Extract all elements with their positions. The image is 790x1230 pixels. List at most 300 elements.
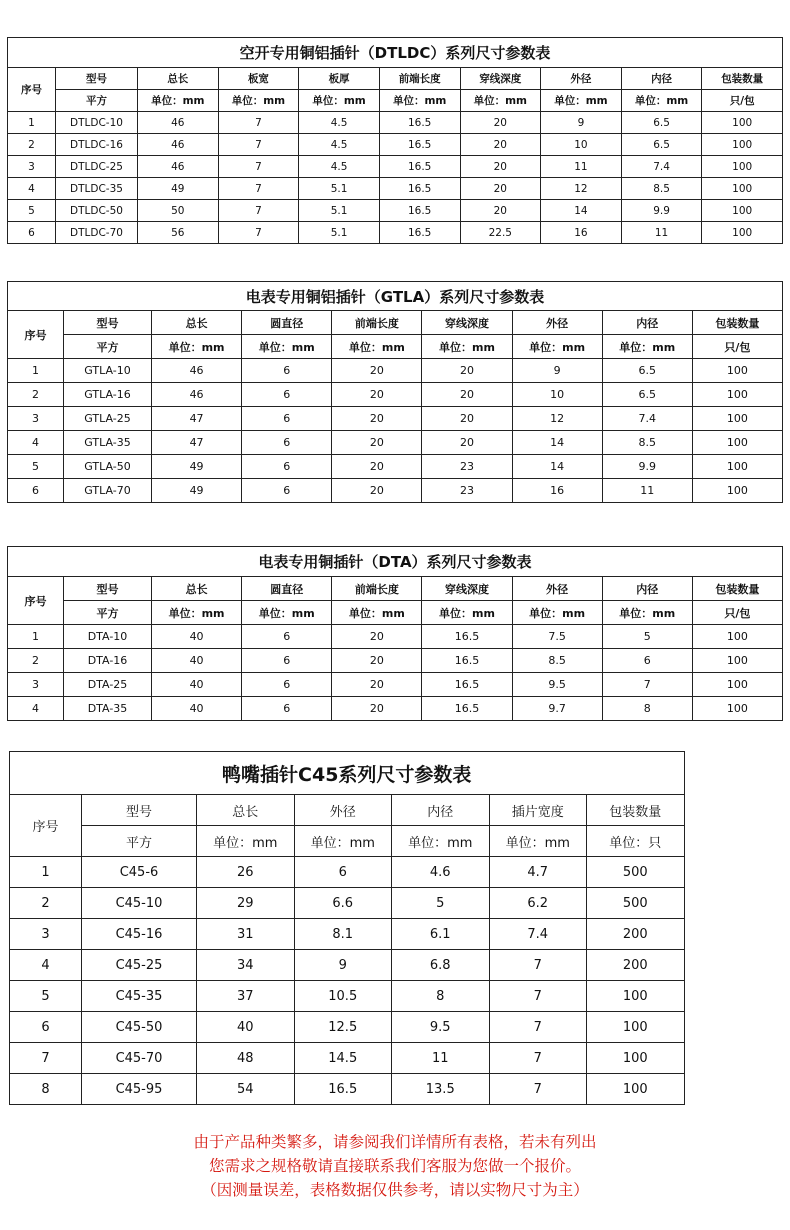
table-cell: 1: [8, 359, 64, 383]
column-header: 外径: [541, 68, 622, 90]
unit-header: 单位：只: [587, 826, 685, 857]
table-row: [10, 1074, 782, 1105]
table-cell: 20: [332, 625, 422, 649]
table-cell: 31: [197, 919, 295, 950]
column-header: 型号: [64, 577, 152, 601]
unit-header: 单位：mm: [294, 826, 392, 857]
table-cell: 34: [197, 950, 295, 981]
table-row: [8, 178, 783, 200]
column-header: 外径: [512, 577, 602, 601]
table-row: [8, 625, 783, 649]
table-cell: 100: [702, 222, 783, 244]
table-cell: 20: [332, 697, 422, 721]
table-cell: 49: [152, 479, 242, 503]
table-cell: 9.7: [512, 697, 602, 721]
table-cell: 20: [422, 407, 512, 431]
unit-header: 单位：mm: [460, 90, 541, 112]
table-row: [8, 407, 783, 431]
table-title: 电表专用铜插针（DTA）系列尺寸参数表: [8, 547, 783, 577]
table-cell: 49: [138, 178, 219, 200]
table-cell: 16.5: [379, 134, 460, 156]
table-cell: 2: [8, 134, 56, 156]
table-cell: 14: [512, 455, 602, 479]
table-cell: 6: [242, 479, 332, 503]
table-cell: 20: [332, 383, 422, 407]
unit-header: 平方: [64, 335, 152, 359]
unit-header: 单位：mm: [621, 90, 702, 112]
table-cell: C45-10: [82, 888, 197, 919]
table-cell: 4.5: [299, 112, 380, 134]
column-header: 外径: [512, 311, 602, 335]
table-cell: 22.5: [460, 222, 541, 244]
table-cell: 500: [587, 888, 685, 919]
table-cell: 6: [242, 383, 332, 407]
table-cell: 6: [602, 649, 692, 673]
table-cell: 40: [152, 673, 242, 697]
table-cell: 13.5: [392, 1074, 490, 1105]
table-cell: 47: [152, 431, 242, 455]
table-cell: 8.5: [602, 431, 692, 455]
table-cell: 6: [242, 431, 332, 455]
table-cell: 46: [138, 156, 219, 178]
table-cell: GTLA-50: [64, 455, 152, 479]
table-cell: 100: [692, 359, 782, 383]
column-header: 板宽: [218, 68, 299, 90]
table-cell: 20: [460, 200, 541, 222]
table-row: [8, 156, 783, 178]
column-header: 圆直径: [242, 311, 332, 335]
table-cell: 2: [8, 649, 64, 673]
table-cell: 26: [197, 857, 295, 888]
table-cell: 100: [702, 200, 783, 222]
table-row: [8, 431, 783, 455]
table-cell: 20: [460, 134, 541, 156]
table-cell: 14: [541, 200, 622, 222]
table-cell: 12: [541, 178, 622, 200]
table-cell: 11: [392, 1043, 490, 1074]
table-cell: C45-50: [82, 1012, 197, 1043]
column-header: 总长: [152, 311, 242, 335]
table-cell: 4: [8, 697, 64, 721]
column-header: 型号: [56, 68, 138, 90]
table-cell: 6: [8, 222, 56, 244]
unit-header: 单位：mm: [512, 335, 602, 359]
unit-header: 平方: [56, 90, 138, 112]
table-cell: 7: [489, 1074, 587, 1105]
table-cell: 9: [294, 950, 392, 981]
table-cell: 46: [152, 383, 242, 407]
table-cell: 16.5: [422, 697, 512, 721]
table-cell: DTA-16: [64, 649, 152, 673]
table-row: [8, 134, 783, 156]
c45-spec-table: [9, 751, 782, 1105]
unit-header: 单位：mm: [512, 601, 602, 625]
column-header: 穿线深度: [422, 311, 512, 335]
table-cell: 47: [152, 407, 242, 431]
table-cell: 20: [422, 431, 512, 455]
table-cell: 46: [152, 359, 242, 383]
table-cell: 20: [332, 479, 422, 503]
table-cell: 7.4: [489, 919, 587, 950]
table-cell: 49: [152, 455, 242, 479]
table-cell: 6: [242, 649, 332, 673]
table-cell: 20: [460, 112, 541, 134]
table-cell: 9.9: [621, 200, 702, 222]
table-cell: 20: [332, 407, 422, 431]
table-cell: 4.5: [299, 156, 380, 178]
table-cell: 6.5: [621, 134, 702, 156]
table-cell: 48: [197, 1043, 295, 1074]
table-cell: 100: [692, 479, 782, 503]
table-cell: 100: [702, 134, 783, 156]
table-cell: 3: [8, 156, 56, 178]
table-row: [10, 857, 782, 888]
column-header: 总长: [197, 795, 295, 826]
column-header: 包装数量: [587, 795, 685, 826]
table-cell: 6: [8, 479, 64, 503]
table-cell: C45-95: [82, 1074, 197, 1105]
table-title: 空开专用铜铝插针（DTLDC）系列尺寸参数表: [8, 38, 783, 68]
table-cell: C45-25: [82, 950, 197, 981]
unit-header: 单位：mm: [602, 601, 692, 625]
column-header: 前端长度: [332, 311, 422, 335]
table-row: [8, 455, 783, 479]
table-cell: 12.5: [294, 1012, 392, 1043]
table-cell: 6.5: [602, 359, 692, 383]
table-cell: 4.7: [489, 857, 587, 888]
table-cell: 6: [242, 407, 332, 431]
table-cell: 2: [8, 383, 64, 407]
table-cell: 11: [541, 156, 622, 178]
table-cell: DTA-35: [64, 697, 152, 721]
unit-header: 平方: [82, 826, 197, 857]
table-cell: 6.5: [621, 112, 702, 134]
table-cell: 6: [242, 625, 332, 649]
unit-header: 单位：mm: [242, 335, 332, 359]
table-cell: GTLA-25: [64, 407, 152, 431]
table-cell: GTLA-10: [64, 359, 152, 383]
table-cell: 2: [10, 888, 82, 919]
notice-text: [0, 1130, 790, 1202]
notice-line: 由于产品种类繁多，请参阅我们详情所有表格，若未有列出: [193, 1133, 597, 1151]
table-cell: 100: [692, 431, 782, 455]
unit-header: 单位：mm: [422, 601, 512, 625]
table-cell: 16: [512, 479, 602, 503]
dtldc-spec-table: [7, 37, 783, 244]
table-cell: 7: [602, 673, 692, 697]
table-cell: DTLDC-35: [56, 178, 138, 200]
unit-header: 单位：mm: [242, 601, 332, 625]
table-cell: GTLA-70: [64, 479, 152, 503]
table-cell: 20: [422, 359, 512, 383]
table-cell: 14.5: [294, 1043, 392, 1074]
table-cell: 100: [692, 407, 782, 431]
notice-line: （因测量误差，表格数据仅供参考，请以实物尺寸为主）: [201, 1181, 589, 1199]
table-cell: 3: [10, 919, 82, 950]
table-cell: 100: [692, 625, 782, 649]
table-cell: C45-6: [82, 857, 197, 888]
table-cell: 20: [460, 156, 541, 178]
table-cell: 8: [602, 697, 692, 721]
table-title: 电表专用铜铝插针（GTLA）系列尺寸参数表: [8, 282, 783, 311]
table-row: [10, 919, 782, 950]
unit-header: 单位：mm: [332, 335, 422, 359]
table-cell: 11: [602, 479, 692, 503]
table-cell: 100: [692, 649, 782, 673]
table-cell: 5.1: [299, 200, 380, 222]
column-header: 前端长度: [332, 577, 422, 601]
table-cell: 7: [10, 1043, 82, 1074]
column-header: 板厚: [299, 68, 380, 90]
column-header: 型号: [64, 311, 152, 335]
table-cell: 6.2: [489, 888, 587, 919]
table-cell: 37: [197, 981, 295, 1012]
table-cell: 1: [8, 625, 64, 649]
table-cell: 100: [692, 383, 782, 407]
table-cell: 12: [512, 407, 602, 431]
table-cell: 6: [242, 455, 332, 479]
table-cell: 100: [587, 1012, 685, 1043]
table-cell: 100: [702, 178, 783, 200]
table-cell: C45-16: [82, 919, 197, 950]
table-cell: 100: [692, 455, 782, 479]
table-row: [8, 112, 783, 134]
unit-header: 只/包: [692, 335, 782, 359]
table-cell: 9: [541, 112, 622, 134]
table-cell: 29: [197, 888, 295, 919]
table-row: [10, 888, 782, 919]
table-cell: 6.8: [392, 950, 490, 981]
table-cell: 8.5: [621, 178, 702, 200]
table-row: [10, 1012, 782, 1043]
table-cell: 7: [218, 112, 299, 134]
table-title: 鸭嘴插针C45系列尺寸参数表: [10, 752, 685, 795]
column-header: 圆直径: [242, 577, 332, 601]
table-cell: 8: [10, 1074, 82, 1105]
column-header: 内径: [621, 68, 702, 90]
table-row: [10, 981, 782, 1012]
column-header: 包装数量: [692, 577, 782, 601]
table-row: [8, 222, 783, 244]
unit-header: 单位：mm: [602, 335, 692, 359]
table-cell: 4.6: [392, 857, 490, 888]
table-cell: 11: [621, 222, 702, 244]
table-cell: 5.1: [299, 178, 380, 200]
table-cell: C45-35: [82, 981, 197, 1012]
table-cell: 7: [489, 981, 587, 1012]
table-cell: 16.5: [379, 200, 460, 222]
table-cell: DTLDC-50: [56, 200, 138, 222]
column-header: 穿线深度: [422, 577, 512, 601]
table-cell: 20: [332, 359, 422, 383]
table-row: [8, 673, 783, 697]
column-header: 内径: [602, 577, 692, 601]
table-cell: 10: [541, 134, 622, 156]
table-row: [8, 200, 783, 222]
table-row: [10, 950, 782, 981]
table-cell: DTLDC-70: [56, 222, 138, 244]
unit-header: 单位：mm: [489, 826, 587, 857]
table-cell: 20: [460, 178, 541, 200]
table-cell: 100: [587, 1074, 685, 1105]
table-cell: 16.5: [422, 625, 512, 649]
column-header: 插片宽度: [489, 795, 587, 826]
table-cell: 100: [692, 673, 782, 697]
table-cell: 5: [10, 981, 82, 1012]
table-cell: 4: [10, 950, 82, 981]
table-cell: 500: [587, 857, 685, 888]
table-cell: 10: [512, 383, 602, 407]
table-cell: 7: [489, 1043, 587, 1074]
table-cell: DTLDC-16: [56, 134, 138, 156]
header-seq: 序号: [8, 577, 64, 625]
table-cell: 16: [541, 222, 622, 244]
column-header: 包装数量: [702, 68, 783, 90]
table-cell: 6: [242, 673, 332, 697]
table-cell: 100: [587, 1043, 685, 1074]
table-cell: 20: [332, 431, 422, 455]
unit-header: 单位：mm: [422, 335, 512, 359]
table-cell: 4.5: [299, 134, 380, 156]
table-cell: 16.5: [379, 178, 460, 200]
column-header: 前端长度: [379, 68, 460, 90]
table-cell: 6.1: [392, 919, 490, 950]
table-cell: 6: [242, 359, 332, 383]
table-cell: 20: [332, 455, 422, 479]
unit-header: 单位：mm: [541, 90, 622, 112]
table-cell: 7: [218, 200, 299, 222]
column-header: 型号: [82, 795, 197, 826]
table-cell: 5: [8, 455, 64, 479]
column-header: 外径: [294, 795, 392, 826]
table-cell: 23: [422, 455, 512, 479]
unit-header: 平方: [64, 601, 152, 625]
table-cell: 7: [218, 156, 299, 178]
table-cell: 40: [197, 1012, 295, 1043]
table-cell: 20: [422, 383, 512, 407]
notice-line: 您需求之规格敬请直接联系我们客服为您做一个报价。: [208, 1157, 581, 1175]
column-header: 总长: [152, 577, 242, 601]
table-row: [10, 1043, 782, 1074]
table-cell: 7.5: [512, 625, 602, 649]
table-cell: C45-70: [82, 1043, 197, 1074]
table-cell: 5: [8, 200, 56, 222]
table-cell: 23: [422, 479, 512, 503]
table-cell: 3: [8, 673, 64, 697]
table-cell: 54: [197, 1074, 295, 1105]
table-cell: DTLDC-25: [56, 156, 138, 178]
table-cell: 16.5: [422, 649, 512, 673]
header-seq: 序号: [8, 68, 56, 112]
header-seq: 序号: [8, 311, 64, 359]
table-cell: 100: [587, 981, 685, 1012]
header-seq: 序号: [10, 795, 82, 857]
table-cell: 4: [8, 178, 56, 200]
table-cell: GTLA-16: [64, 383, 152, 407]
table-cell: 6.6: [294, 888, 392, 919]
table-cell: 9.5: [392, 1012, 490, 1043]
table-cell: 7: [489, 950, 587, 981]
table-cell: 100: [702, 156, 783, 178]
table-cell: 46: [138, 112, 219, 134]
table-row: [8, 479, 783, 503]
table-cell: 7: [218, 178, 299, 200]
table-cell: 40: [152, 649, 242, 673]
unit-header: 单位：mm: [152, 601, 242, 625]
table-cell: 50: [138, 200, 219, 222]
table-cell: 1: [8, 112, 56, 134]
unit-header: 单位：mm: [332, 601, 422, 625]
table-cell: 100: [702, 112, 783, 134]
table-cell: 6: [10, 1012, 82, 1043]
unit-header: 单位：mm: [379, 90, 460, 112]
table-cell: 16.5: [379, 156, 460, 178]
table-cell: 5: [602, 625, 692, 649]
table-cell: 14: [512, 431, 602, 455]
table-row: [8, 359, 783, 383]
table-cell: 9.9: [602, 455, 692, 479]
table-cell: GTLA-35: [64, 431, 152, 455]
column-header: 包装数量: [692, 311, 782, 335]
gtla-spec-table: [7, 281, 783, 503]
table-row: [8, 383, 783, 407]
table-cell: 9: [512, 359, 602, 383]
table-cell: 6.5: [602, 383, 692, 407]
table-cell: 7: [218, 222, 299, 244]
table-cell: 8: [392, 981, 490, 1012]
table-cell: 5.1: [299, 222, 380, 244]
table-row: [8, 697, 783, 721]
table-cell: 200: [587, 950, 685, 981]
table-cell: DTA-10: [64, 625, 152, 649]
unit-header: 单位：mm: [152, 335, 242, 359]
column-header: 穿线深度: [460, 68, 541, 90]
unit-header: 单位：mm: [218, 90, 299, 112]
table-cell: 9.5: [512, 673, 602, 697]
table-cell: 7.4: [602, 407, 692, 431]
table-cell: 4: [8, 431, 64, 455]
table-cell: 40: [152, 697, 242, 721]
table-cell: 8.5: [512, 649, 602, 673]
table-cell: 46: [138, 134, 219, 156]
table-cell: 16.5: [422, 673, 512, 697]
table-cell: 8.1: [294, 919, 392, 950]
table-cell: 7: [489, 1012, 587, 1043]
unit-header: 只/包: [702, 90, 783, 112]
table-cell: 16.5: [379, 222, 460, 244]
table-cell: 20: [332, 673, 422, 697]
unit-header: 单位：mm: [197, 826, 295, 857]
table-cell: 7.4: [621, 156, 702, 178]
column-header: 总长: [138, 68, 219, 90]
unit-header: 单位：mm: [299, 90, 380, 112]
column-header: 内径: [392, 795, 490, 826]
table-cell: 6: [294, 857, 392, 888]
table-cell: 16.5: [379, 112, 460, 134]
table-cell: 20: [332, 649, 422, 673]
table-cell: 200: [587, 919, 685, 950]
table-cell: 16.5: [294, 1074, 392, 1105]
table-cell: 1: [10, 857, 82, 888]
table-cell: 7: [218, 134, 299, 156]
table-cell: 100: [692, 697, 782, 721]
unit-header: 只/包: [692, 601, 782, 625]
column-header: 内径: [602, 311, 692, 335]
table-cell: 10.5: [294, 981, 392, 1012]
table-cell: 40: [152, 625, 242, 649]
table-row: [8, 649, 783, 673]
unit-header: 单位：mm: [392, 826, 490, 857]
